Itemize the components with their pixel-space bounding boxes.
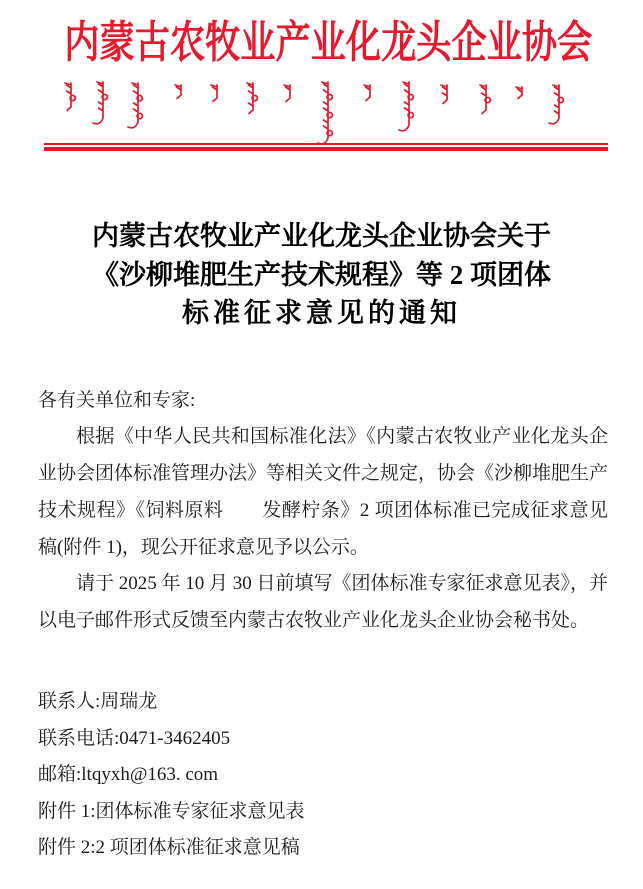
mongolian-glyph-column xyxy=(434,85,456,116)
notice-title xyxy=(20,217,623,333)
paragraph-basis: 根据《中华人民共和国标准化法》《内蒙古农牧业产业化龙头企业协会团体标准管理办法》等相关文件之规定，协会《沙柳堆肥生产技术规程》《饲料原料 发酵柠条》2 项团体标准已完成征求意见稿(附件 1)，现公开征求意见予以公示。 xyxy=(38,426,609,558)
letterhead xyxy=(0,0,643,151)
notice-body xyxy=(38,383,608,641)
title-line-3: 标准征求意见的通知 xyxy=(182,298,461,328)
contact-person-line: 联系人:周瑞龙 xyxy=(38,691,158,713)
mongolian-glyph-column xyxy=(315,82,337,154)
mongolian-glyph-column xyxy=(125,83,147,138)
mongolian-glyph-column xyxy=(90,82,112,134)
mongolian-glyph-column xyxy=(277,85,299,114)
mongolian-glyph-column xyxy=(168,85,190,111)
contact-block xyxy=(38,684,608,867)
paragraph-deadline: 请于 2025 年 10 月 30 日前填写《团体标准专家征求意见表》，并以电子邮件形式反馈至内蒙古农牧业产业化龙头企业协会秘书处。 xyxy=(38,573,609,632)
title-line-1: 内蒙古农牧业产业化龙头企业协会关于 xyxy=(92,221,551,251)
mongolian-glyph-column xyxy=(546,85,568,134)
org-name-chinese: 内蒙古农牧业产业化龙头企业协会 xyxy=(64,18,593,67)
title-line-2: 《沙柳堆肥生产技术规程》等 2 项团体 xyxy=(92,259,551,290)
attachment-2-line: 附件 2:2 项团体标准征求意见稿 xyxy=(38,837,300,859)
mongolian-glyph-column xyxy=(473,85,495,126)
salutation: 各有关单位和专家: xyxy=(38,389,196,411)
contact-email-line: 邮箱:ltqyxh@163. com xyxy=(38,764,219,786)
notice-main xyxy=(0,217,643,867)
mongolian-glyph-column xyxy=(357,85,379,113)
mongolian-script-row xyxy=(0,82,643,140)
mongolian-glyph-column xyxy=(396,82,418,141)
mongolian-glyph-column xyxy=(204,85,226,114)
mongolian-glyph-column xyxy=(58,83,80,123)
attachment-1-line: 附件 1:团体标准专家征求意见表 xyxy=(38,800,305,822)
mongolian-glyph-column xyxy=(509,87,531,111)
contact-phone-line: 联系电话:0471-3462405 xyxy=(38,727,231,749)
mongolian-glyph-column xyxy=(240,83,262,126)
